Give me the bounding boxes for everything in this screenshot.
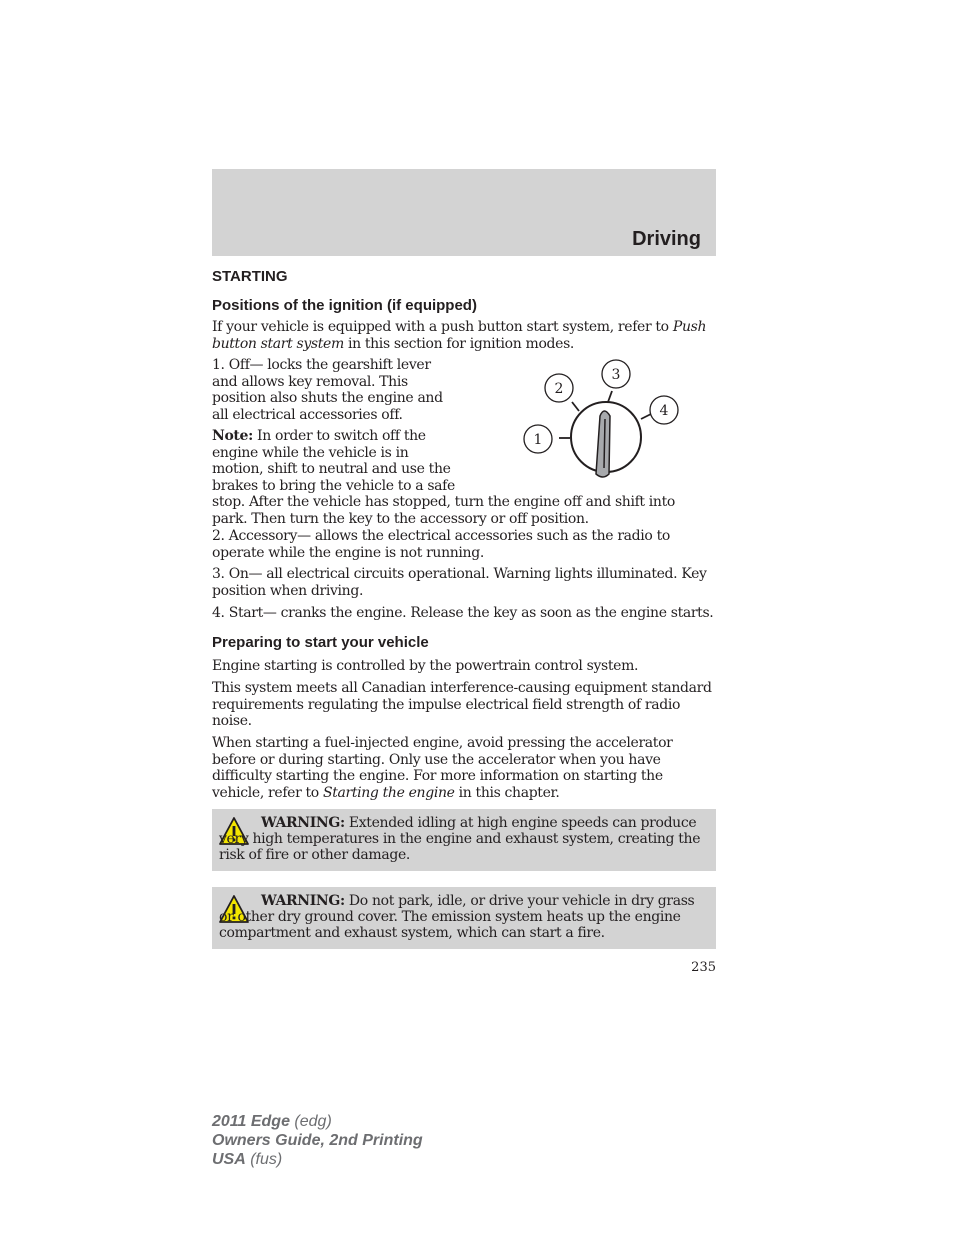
prep-paragraph-3: When starting a fuel-injected engine, avoid pressing the accelerator before or during starting. Only use the accelerator when you have difficulty starting the engine. For more information on starting the vehicle, refer to Starting the engine in this chapter. (212, 735, 673, 801)
prep-paragraph-2: This system meets all Canadian interference-causing equipment standard requirements regulating the impulse electrical field strength of radio noise. (212, 680, 712, 729)
pointer-2 (572, 402, 579, 411)
warning-label: WARNING: (261, 815, 345, 831)
warning-box-idling (212, 809, 716, 871)
position-3-description: 3. On— all electrical circuits operational. Warning lights illuminated. Key position when driving. (212, 566, 707, 599)
warning-label: WARNING: (261, 893, 345, 909)
key-slot-line (604, 419, 605, 468)
figure-label-2: 2 (554, 381, 564, 397)
page-number: 235 (691, 960, 716, 975)
position-1-description: 1. Off— locks the gearshift lever and allows key removal. This position also shuts the engine and all electrical accessories off. (212, 357, 443, 423)
section-title: STARTING (212, 268, 288, 285)
pointer-3 (608, 391, 612, 402)
figure-label-1: 1 (533, 432, 543, 448)
prep-paragraph-1: Engine starting is controlled by the powertrain control system. (212, 658, 639, 674)
push-button-start-link: Push button start system (212, 319, 707, 352)
footer-line-2: Owners Guide, 2nd Printing (212, 1132, 423, 1149)
subheading-ignition-positions: Positions of the ignition (if equipped) (212, 297, 477, 314)
document-footer (212, 1112, 423, 1169)
chapter-header-band (212, 169, 716, 256)
footer-line-1: 2011 Edge (edg) (212, 1113, 332, 1130)
position-2-description: 2. Accessory— allows the electrical accessories such as the radio to operate while the engine is not running. (212, 528, 670, 561)
starting-the-engine-link: Starting the engine (322, 784, 455, 801)
subheading-preparing: Preparing to start your vehicle (212, 634, 429, 651)
intro-paragraph: If your vehicle is equipped with a push button start system, refer to Push button start system in this section for ignition modes. (212, 319, 707, 352)
warning-box-dry-grass (212, 887, 716, 949)
warning-text-idling: WARNING: Extended idling at high engine speeds can produce very high temperatures in the engine and exhaust system, creating the risk of fire or other damage. (219, 815, 701, 863)
figure-label-3: 3 (611, 367, 621, 383)
warning-text-dry-grass: WARNING: Do not park, idle, or drive your vehicle in dry grass or other dry ground cover. The emission system heats up the engine compartment and exhaust system, which can start a fire. (219, 893, 695, 941)
chapter-title: Driving (632, 228, 701, 250)
note-paragraph: Note: In order to switch off the engine while the vehicle is in motion, shift to neutral and use the brakes to bring the vehicle to a safe stop. After the vehicle has stopped, turn the engine off and shift into park. Then turn the key to the accessory or off position. (212, 428, 675, 527)
pointer-4 (641, 414, 651, 419)
note-label: Note: (212, 428, 253, 444)
position-4-description: 4. Start— cranks the engine. Release the key as soon as the engine starts. (212, 605, 714, 621)
ignition-diagram (512, 356, 692, 486)
figure-label-4: 4 (659, 403, 669, 419)
footer-line-3: USA (fus) (212, 1151, 283, 1168)
